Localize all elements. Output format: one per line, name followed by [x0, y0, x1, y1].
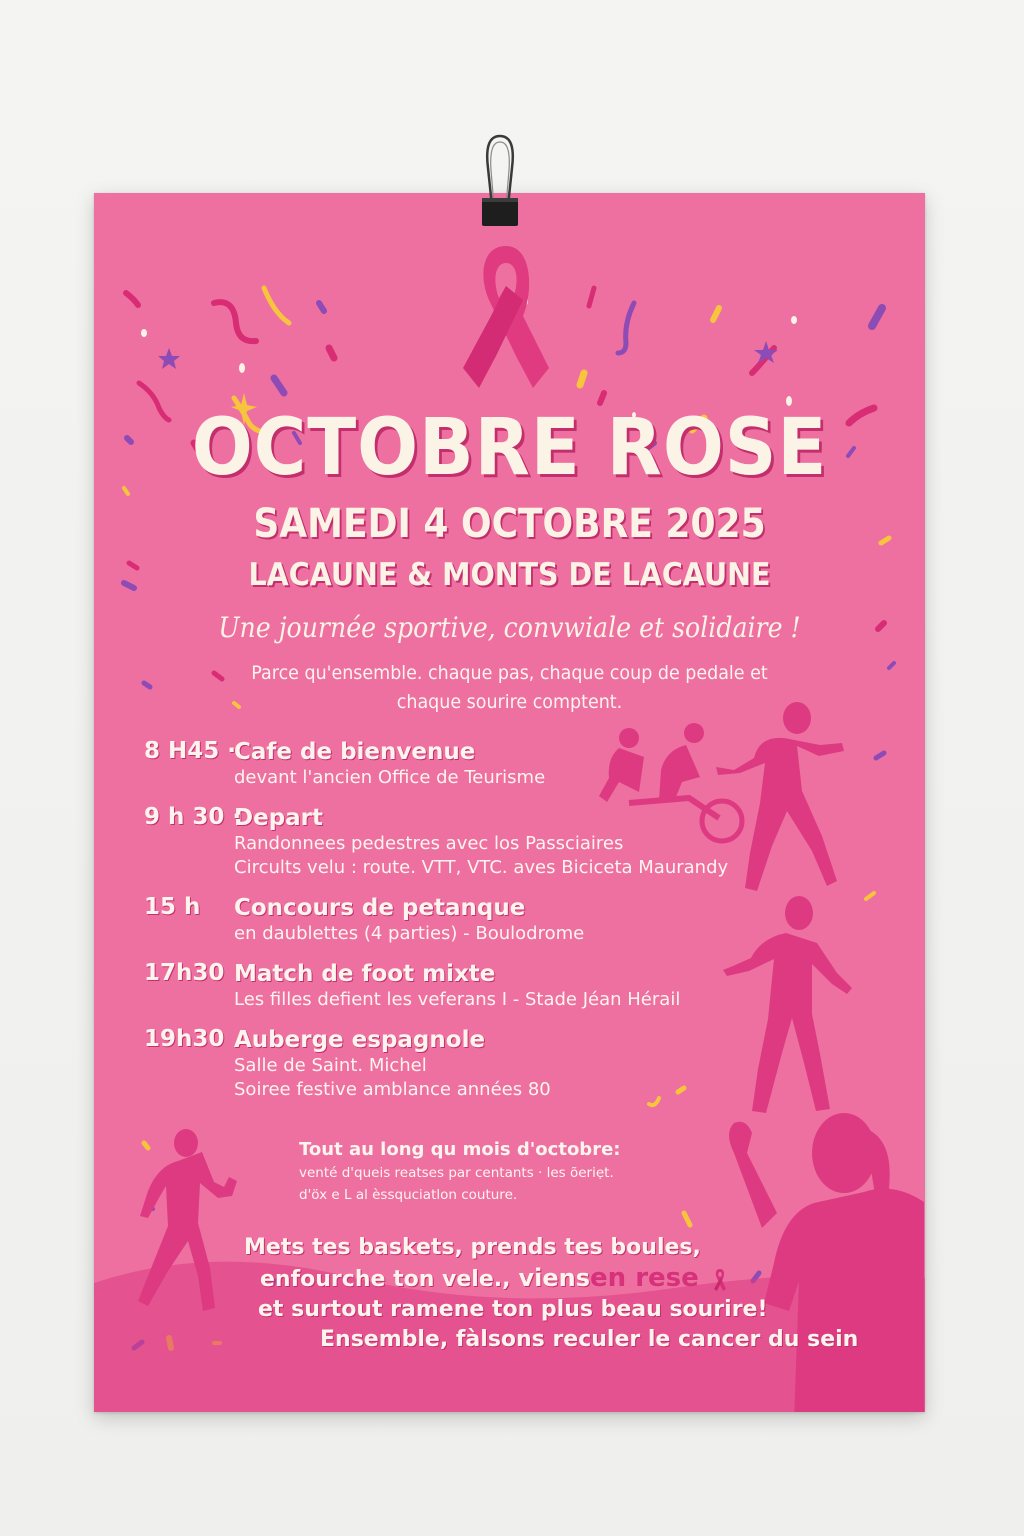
schedule-item	[144, 1026, 764, 1102]
month-note	[299, 1138, 719, 1206]
poster	[94, 193, 925, 1412]
event-detail: Circults velu : route. VTT, VTC. aves Biciceta Maurandy	[234, 857, 729, 878]
event-detail: Randonnees pedestres avec los Passciaires	[234, 833, 624, 854]
event-time: 15 h	[144, 894, 201, 920]
schedule	[144, 738, 764, 1116]
schedule-item	[144, 960, 764, 1012]
event-title: Cafe de bienvenue	[234, 739, 476, 765]
tagline: Une journée sportive, convwiale et solidaire !	[218, 611, 801, 644]
closing-viens: viens	[518, 1264, 590, 1292]
intro-line: Parce qu'ensemble. chaque pas, chaque coup de pedale et	[251, 662, 768, 684]
month-line: venté d'queis reatses par centants · les õeriẹt.	[299, 1165, 614, 1181]
event-time: 17h30	[144, 960, 225, 986]
event-date: SAMEDI 4 OCTOBRE 2025	[253, 501, 766, 547]
month-heading: Tout au long qu mois d'octobre:	[299, 1139, 621, 1160]
event-detail: Les filles defient les veferans I - Stade Jéan Hérail	[234, 989, 681, 1010]
event-time: 9 h 30 ·	[144, 804, 242, 830]
mini-ribbon-icon	[712, 1267, 728, 1293]
closing-line	[244, 1263, 804, 1295]
binder-clip-icon	[470, 128, 530, 228]
event-detail: Salle de Saint. Michel	[234, 1055, 427, 1076]
closing-message	[244, 1233, 859, 1355]
closing-text: enfourche ton vele.,	[260, 1267, 511, 1292]
schedule-item	[144, 738, 764, 790]
month-line: d'öx e L al èssquciatlon couture.	[299, 1187, 518, 1203]
schedule-item	[144, 804, 764, 880]
event-title: Auberge espagnole	[234, 1027, 486, 1053]
poster-title: OCTOBRE ROSE	[191, 403, 828, 493]
event-title: Concours de petanque	[234, 895, 526, 921]
event-detail: devant l'ancien Office de Teurisme	[234, 767, 546, 788]
closing-line: Mets tes baskets, prends tes boules,	[244, 1235, 701, 1260]
event-detail: Soiree festive amblance années 80	[234, 1079, 551, 1100]
event-title: Match de foot mixte	[234, 961, 496, 987]
event-title: Depart	[234, 805, 324, 831]
closing-en-rose: en rese	[590, 1263, 699, 1293]
intro-line: chaque sourire comptent.	[396, 691, 623, 713]
event-detail: en daublettes (4 parties) - Boulodrome	[234, 923, 585, 944]
intro-text	[201, 659, 818, 717]
closing-line: Ensemble, fàlsons reculer le cancer du sein	[320, 1327, 859, 1352]
poster-text	[94, 193, 925, 1412]
closing-line: et surtout ramene ton plus beau sourire!	[258, 1297, 768, 1322]
event-time: 8 H45 ·	[144, 738, 237, 764]
schedule-item	[144, 894, 764, 946]
event-time: 19h30	[144, 1026, 225, 1052]
event-place: LACAUNE & MONTS DE LACAUNE	[248, 557, 771, 593]
